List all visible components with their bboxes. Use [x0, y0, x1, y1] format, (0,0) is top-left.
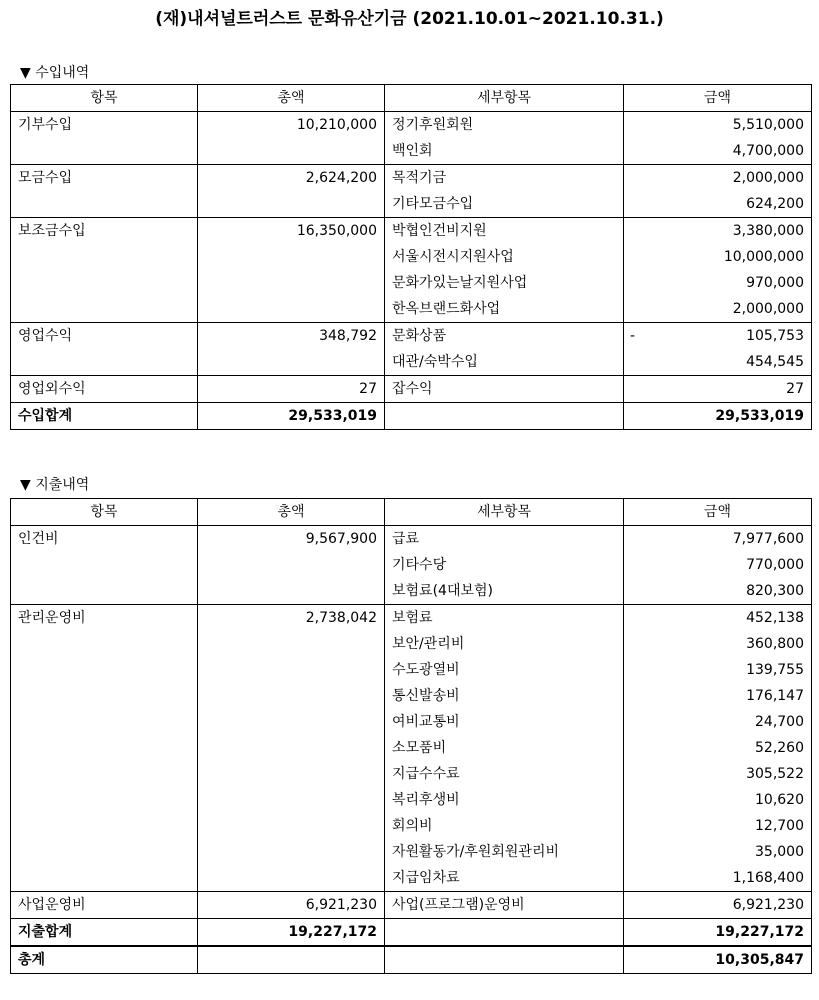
detail-name: 서울시전시지원사업: [385, 244, 624, 270]
group-total: 6,921,230: [198, 892, 385, 919]
group-total-empty: [198, 296, 385, 323]
total-label: 지출합계: [11, 919, 198, 947]
detail-amount: [624, 813, 812, 839]
detail-amount-value: 27: [786, 381, 804, 397]
detail-amount-value: 52,260: [755, 740, 804, 756]
table-row: [11, 892, 812, 919]
detail-amount-value: 105,753: [746, 328, 804, 344]
group-name-empty: [11, 761, 198, 787]
group-name: 기부수입: [11, 112, 198, 139]
group-name-empty: [11, 244, 198, 270]
detail-amount: [624, 709, 812, 735]
group-name-empty: [11, 839, 198, 865]
group-name-empty: [11, 683, 198, 709]
detail-name: 잡수익: [385, 376, 624, 403]
group-total-empty: [198, 657, 385, 683]
expense-header-row: [11, 499, 812, 526]
group-total: 27: [198, 376, 385, 403]
group-total-empty: [198, 761, 385, 787]
detail-name: 보험료: [385, 605, 624, 632]
detail-name: 수도광열비: [385, 657, 624, 683]
table-row: [11, 813, 812, 839]
total-label: 수입합계: [11, 403, 198, 430]
detail-amount: [624, 761, 812, 787]
group-total-empty: [198, 813, 385, 839]
group-total-empty: [198, 270, 385, 296]
detail-amount: [624, 165, 812, 192]
group-total: 16,350,000: [198, 218, 385, 245]
detail-amount: [624, 657, 812, 683]
detail-amount-value: 6,921,230: [732, 897, 804, 913]
group-name-empty: [11, 631, 198, 657]
group-name-empty: [11, 813, 198, 839]
header-item: 항목: [11, 85, 198, 112]
group-name: 영업수익: [11, 323, 198, 350]
detail-amount-value: 2,000,000: [732, 301, 804, 317]
detail-name: 문화가있는날지원사업: [385, 270, 624, 296]
detail-amount: [624, 323, 812, 350]
group-name: 영업외수익: [11, 376, 198, 403]
table-row: [11, 349, 812, 376]
detail-name: 기타수당: [385, 552, 624, 578]
detail-amount-value: 305,522: [746, 766, 804, 782]
group-name: 보조금수입: [11, 218, 198, 245]
grand-total-row: [11, 946, 812, 974]
expense-table: [10, 498, 812, 974]
detail-amount-value: 3,380,000: [732, 223, 804, 239]
group-total-empty: [198, 191, 385, 218]
detail-amount: [624, 138, 812, 165]
detail-amount-value: 452,138: [746, 610, 804, 626]
detail-amount: [624, 578, 812, 605]
group-name-empty: [11, 552, 198, 578]
group-total-empty: [198, 578, 385, 605]
detail-amount-value: 7,977,600: [732, 531, 804, 547]
expense-section-label: ▼ 지출내역: [20, 477, 90, 493]
detail-amount-value: 24,700: [755, 714, 804, 730]
group-name-empty: [11, 657, 198, 683]
header-total: 총액: [198, 499, 385, 526]
table-row: [11, 605, 812, 632]
detail-name: 기타모금수입: [385, 191, 624, 218]
group-total-empty: [198, 839, 385, 865]
table-row: [11, 709, 812, 735]
group-total-empty: [198, 787, 385, 813]
group-name-empty: [11, 865, 198, 892]
detail-amount-value: 2,000,000: [732, 170, 804, 186]
detail-amount-value: 12,700: [755, 818, 804, 834]
amount-mark: -: [630, 328, 636, 344]
header-amount: 금액: [624, 499, 812, 526]
detail-amount: [624, 787, 812, 813]
grand-total-label: 총계: [11, 946, 198, 974]
detail-amount-value: 970,000: [746, 275, 804, 291]
page-title: (재)내셔널트러스트 문화유산기금 (2021.10.01~2021.10.31.): [155, 9, 664, 29]
table-row: [11, 578, 812, 605]
table-row: [11, 552, 812, 578]
detail-amount: [624, 735, 812, 761]
detail-amount: [624, 296, 812, 323]
detail-name: 문화상품: [385, 323, 624, 350]
total-amount: 29,533,019: [624, 403, 812, 430]
detail-name: 자원활동가/후원회원관리비: [385, 839, 624, 865]
total-amount: 19,227,172: [624, 919, 812, 947]
table-row: [11, 787, 812, 813]
detail-amount-value: 770,000: [746, 557, 804, 573]
detail-amount: [624, 376, 812, 403]
group-name-empty: [11, 709, 198, 735]
table-row: [11, 839, 812, 865]
income-table: [10, 84, 812, 430]
group-total: 2,738,042: [198, 605, 385, 632]
detail-amount-value: 5,510,000: [732, 117, 804, 133]
detail-amount-value: 820,300: [746, 583, 804, 599]
table-row: [11, 526, 812, 553]
detail-amount-value: 1,168,400: [732, 870, 804, 886]
table-row: [11, 323, 812, 350]
group-total-empty: [198, 244, 385, 270]
detail-amount-value: 454,545: [746, 354, 804, 370]
detail-name: 지급수수료: [385, 761, 624, 787]
detail-name: 목적기금: [385, 165, 624, 192]
detail-name: 보험료(4대보험): [385, 578, 624, 605]
group-name-empty: [11, 735, 198, 761]
detail-amount: [624, 605, 812, 632]
detail-amount: [624, 112, 812, 139]
detail-amount-value: 139,755: [746, 662, 804, 678]
group-name-empty: [11, 191, 198, 218]
group-total-empty: [198, 552, 385, 578]
detail-amount: [624, 526, 812, 553]
detail-name: 사업(프로그램)운영비: [385, 892, 624, 919]
detail-amount: [624, 865, 812, 892]
group-name-empty: [11, 296, 198, 323]
detail-name: 지급임차료: [385, 865, 624, 892]
detail-amount: [624, 552, 812, 578]
detail-amount: [624, 244, 812, 270]
detail-name: 여비교통비: [385, 709, 624, 735]
table-row: [11, 218, 812, 245]
table-row: [11, 270, 812, 296]
income-header-row: [11, 85, 812, 112]
detail-name: 대관/숙박수입: [385, 349, 624, 376]
group-name: 관리운영비: [11, 605, 198, 632]
detail-amount-value: 624,200: [746, 196, 804, 212]
header-total: 총액: [198, 85, 385, 112]
detail-amount: [624, 839, 812, 865]
detail-amount: [624, 191, 812, 218]
total-empty: [385, 919, 624, 947]
detail-name: 정기후원회원: [385, 112, 624, 139]
income-section-label: ▼ 수입내역: [20, 65, 90, 81]
table-row: [11, 376, 812, 403]
group-total: 9,567,900: [198, 526, 385, 553]
group-name-empty: [11, 787, 198, 813]
detail-amount: [624, 631, 812, 657]
table-row: [11, 865, 812, 892]
detail-amount: [624, 270, 812, 296]
expense-total-row: [11, 919, 812, 947]
group-name: 사업운영비: [11, 892, 198, 919]
header-amount: 금액: [624, 85, 812, 112]
group-total: 348,792: [198, 323, 385, 350]
table-row: [11, 296, 812, 323]
group-name: 모금수입: [11, 165, 198, 192]
detail-name: 통신발송비: [385, 683, 624, 709]
table-row: [11, 165, 812, 192]
table-row: [11, 191, 812, 218]
detail-amount-value: 10,000,000: [723, 249, 804, 265]
detail-name: 백인회: [385, 138, 624, 165]
table-row: [11, 683, 812, 709]
group-total-empty: [198, 631, 385, 657]
income-total-row: [11, 403, 812, 430]
detail-name: 회의비: [385, 813, 624, 839]
table-row: [11, 735, 812, 761]
group-total-empty: [198, 735, 385, 761]
table-row: [11, 657, 812, 683]
detail-name: 소모품비: [385, 735, 624, 761]
grand-total-amount: 10,305,847: [624, 946, 812, 974]
table-row: [11, 631, 812, 657]
detail-amount-value: 360,800: [746, 636, 804, 652]
detail-amount-value: 10,620: [755, 792, 804, 808]
group-total-empty: [198, 683, 385, 709]
group-name-empty: [11, 270, 198, 296]
table-row: [11, 761, 812, 787]
group-name-empty: [11, 578, 198, 605]
group-total-empty: [198, 349, 385, 376]
group-total: 2,624,200: [198, 165, 385, 192]
detail-amount: [624, 218, 812, 245]
group-name: 인건비: [11, 526, 198, 553]
grand-total-empty: [385, 946, 624, 974]
table-row: [11, 244, 812, 270]
table-row: [11, 112, 812, 139]
detail-amount-value: 176,147: [746, 688, 804, 704]
group-total-empty: [198, 865, 385, 892]
detail-name: 박협인건비지원: [385, 218, 624, 245]
detail-amount-value: 35,000: [755, 844, 804, 860]
group-total: 10,210,000: [198, 112, 385, 139]
header-item: 항목: [11, 499, 198, 526]
group-name-empty: [11, 138, 198, 165]
grand-total-empty: [198, 946, 385, 974]
detail-name: 급료: [385, 526, 624, 553]
detail-amount: [624, 349, 812, 376]
detail-amount: [624, 892, 812, 919]
detail-amount-value: 4,700,000: [732, 143, 804, 159]
header-detail: 세부항목: [385, 85, 624, 112]
detail-name: 한옥브랜드화사업: [385, 296, 624, 323]
table-row: [11, 138, 812, 165]
total-value: 19,227,172: [198, 919, 385, 947]
detail-name: 보안/관리비: [385, 631, 624, 657]
group-total-empty: [198, 138, 385, 165]
group-total-empty: [198, 709, 385, 735]
total-value: 29,533,019: [198, 403, 385, 430]
detail-amount: [624, 683, 812, 709]
total-empty: [385, 403, 624, 430]
group-name-empty: [11, 349, 198, 376]
header-detail: 세부항목: [385, 499, 624, 526]
detail-name: 복리후생비: [385, 787, 624, 813]
